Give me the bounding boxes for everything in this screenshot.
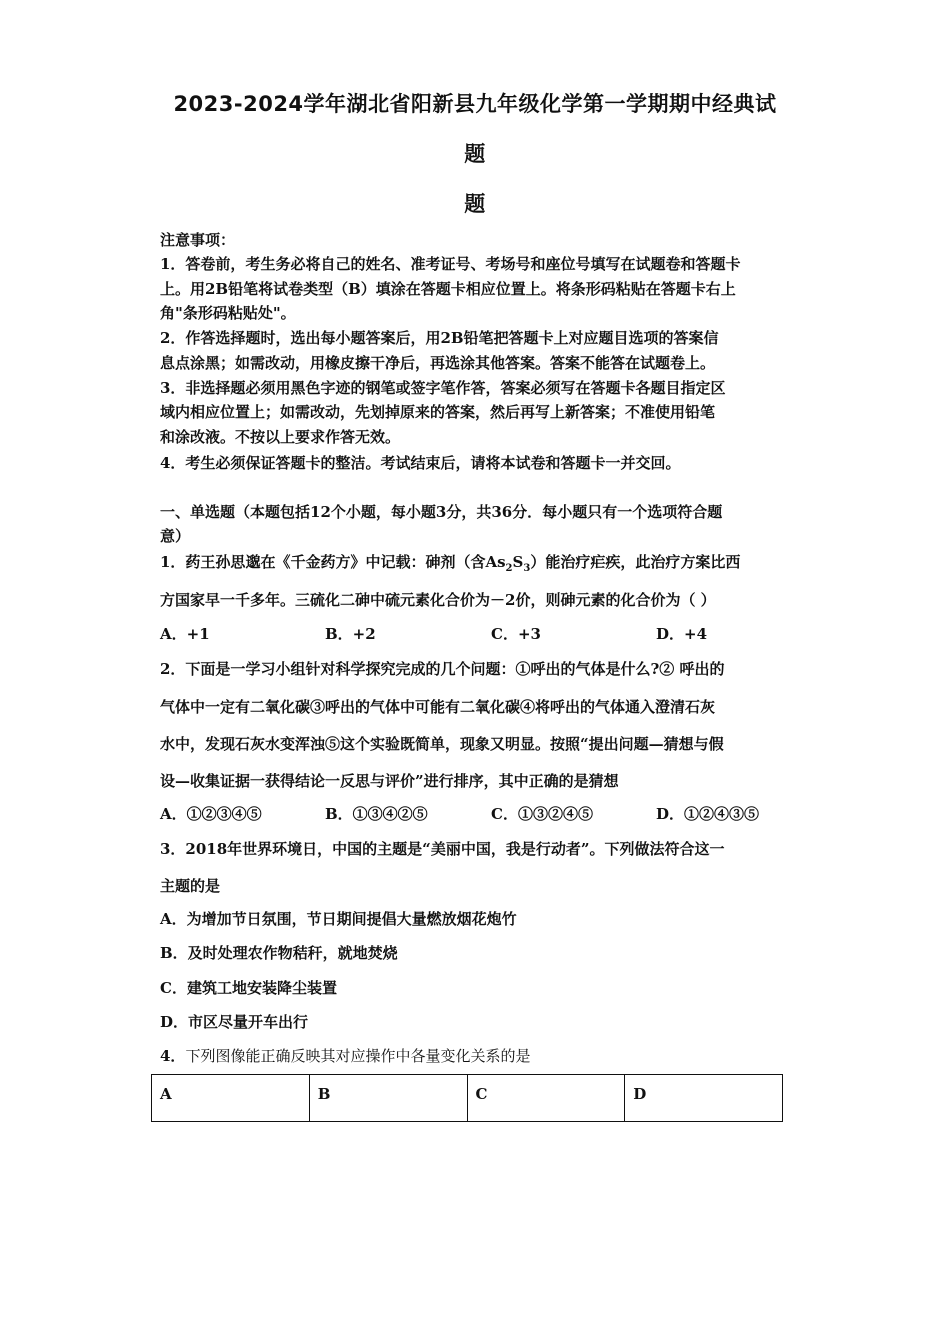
- q1-stem-line-2: 方国家早一千多年。三硫化二砷中硫元素化合价为－2价，则砷元素的化合价为（ ）: [160, 591, 716, 609]
- exam-title-line-2: 题: [464, 142, 486, 166]
- exam-title-line-3: 题: [464, 192, 486, 216]
- notice-line: 3．非选择题必须用黑色字迹的钢笔或签字笔作答，答案必须写在答题卡各题目指定区: [160, 379, 726, 397]
- q1-option-d[interactable]: D．+4: [656, 625, 708, 643]
- q3-stem-line-2: 主题的是: [160, 877, 221, 895]
- q4-column-d[interactable]: D: [625, 1075, 783, 1122]
- section-heading: 一、单选题（本题包括12个小题，每小题3分，共36分．每小题只有一个选项符合题: [160, 503, 723, 521]
- q4-answer-table: [151, 1074, 783, 1122]
- exam-title-line-1: 2023-2024学年湖北省阳新县九年级化学第一学期期中经典试: [173, 92, 777, 116]
- table-row: [152, 1075, 783, 1122]
- q4-stem: 4．下列图像能正确反映其对应操作中各量变化关系的是: [160, 1047, 531, 1065]
- notice-line: 角"条形码粘贴处"。: [160, 304, 296, 322]
- q1-option-c[interactable]: C．+3: [491, 625, 541, 643]
- q2-option-a[interactable]: A．①②③④⑤: [160, 805, 262, 823]
- q2-option-b[interactable]: B．①③④②⑤: [325, 805, 428, 823]
- q2-stem-line: 气体中一定有二氧化碳③呼出的气体中可能有二氧化碳④将呼出的气体通入澄清石灰: [160, 698, 716, 716]
- q3-option-a[interactable]: A．为增加节日氛围，节日期间提倡大量燃放烟花炮竹: [160, 910, 517, 928]
- q2-stem-line: 设—收集证据一获得结论一反思与评价”进行排序，其中正确的是猜想: [160, 772, 619, 790]
- q2-option-c[interactable]: C．①③②④⑤: [491, 805, 593, 823]
- q4-column-c[interactable]: C: [467, 1075, 625, 1122]
- notice-line: 4．考生必须保证答题卡的整洁。考试结束后，请将本试卷和答题卡一并交回。: [160, 454, 681, 472]
- notice-line: 和涂改液。不按以上要求作答无效。: [160, 428, 401, 446]
- q3-option-c[interactable]: C．建筑工地安装降尘装置: [160, 979, 337, 997]
- q3-option-b[interactable]: B．及时处理农作物秸秆，就地焚烧: [160, 944, 398, 962]
- q1-option-b[interactable]: B．+2: [325, 625, 376, 643]
- q3-stem-line-1: 3．2018年世界环境日，中国的主题是“美丽中国，我是行动者”。下列做法符合这一: [160, 840, 725, 858]
- notice-heading: 注意事项：: [160, 231, 236, 249]
- notice-line: 2．作答选择题时，选出每小题答案后，用2B铅笔把答题卡上对应题目选项的答案信: [160, 329, 719, 347]
- notice-line: 域内相应位置上；如需改动，先划掉原来的答案，然后再写上新答案；不准使用铅笔: [160, 403, 716, 421]
- notice-line: 上。用2B铅笔将试卷类型（B）填涂在答题卡相应位置上。将条形码粘贴在答题卡右上: [160, 280, 736, 298]
- q4-column-a[interactable]: A: [152, 1075, 310, 1122]
- notice-line: 息点涂黑；如需改动，用橡皮擦干净后，再选涂其他答案。答案不能答在试题卷上。: [160, 354, 716, 372]
- q4-column-b[interactable]: B: [309, 1075, 467, 1122]
- section-heading-cont: 意）: [160, 527, 191, 545]
- q3-option-d[interactable]: D．市区尽量开车出行: [160, 1013, 309, 1031]
- q2-stem-line: 水中，发现石灰水变浑浊⑤这个实验既简单，现象又明显。按照“提出问题—猜想与假: [160, 735, 724, 753]
- q2-option-d[interactable]: D．①②④③⑤: [656, 805, 760, 823]
- q2-stem-line: 2．下面是一学习小组针对科学探究完成的几个问题：①呼出的气体是什么?② 呼出的: [160, 660, 725, 678]
- q1-option-a[interactable]: A．+1: [160, 625, 210, 643]
- notice-line: 1．答卷前，考生务必将自己的姓名、准考证号、考场号和座位号填写在试题卷和答题卡: [160, 255, 741, 273]
- q1-stem-line-1: 1．药王孙思邈在《千金药方》中记载：砷剂（含$As_2S_3$）能治疗疟疾，此治疗方案比西: [160, 553, 741, 574]
